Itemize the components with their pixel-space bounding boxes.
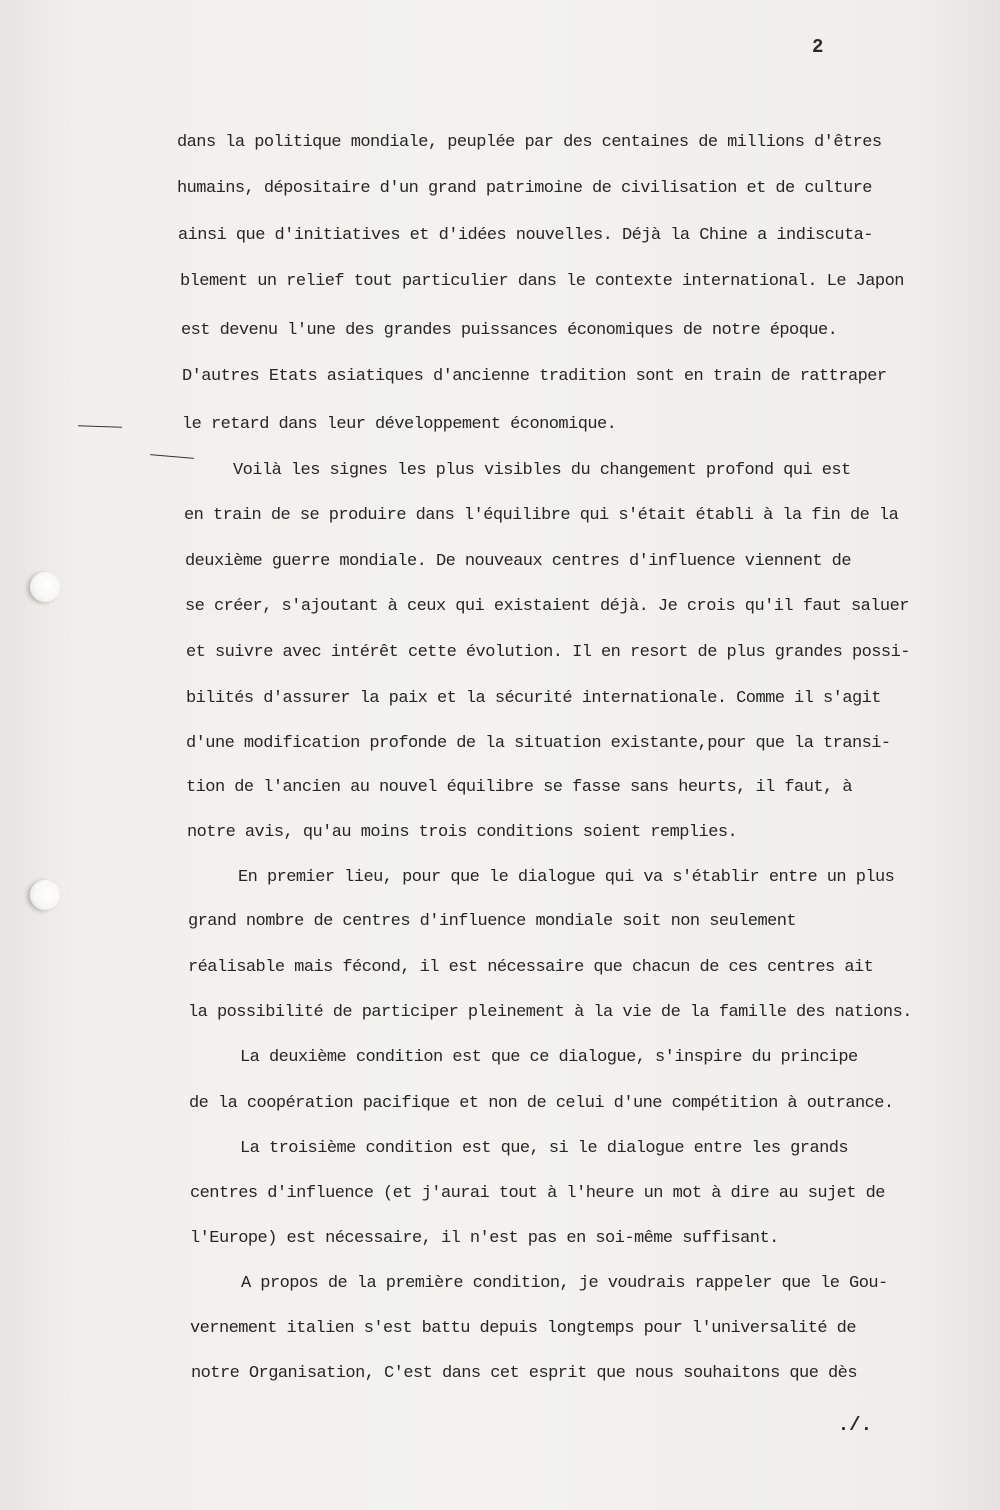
text-line: bilités d'assurer la paix et la sécurité internationale. Comme il s'agit xyxy=(186,689,881,708)
text-line: la possibilité de participer pleinement à la vie de la famille des nations. xyxy=(188,1003,912,1022)
text-line: de la coopération pacifique et non de celui d'une compétition à outrance. xyxy=(189,1094,894,1113)
text-line: centres d'influence (et j'aurai tout à l'heure un mot à dire au sujet de xyxy=(190,1184,885,1203)
text-line: le retard dans leur développement économique. xyxy=(182,415,617,434)
text-line: blement un relief tout particulier dans le contexte international. Le Japon xyxy=(180,272,904,291)
text-line: notre Organisation, C'est dans cet esprit que nous souhaitons que dès xyxy=(191,1364,857,1383)
page-number: 2 xyxy=(812,36,824,58)
text-line: En premier lieu, pour que le dialogue qui va s'établir entre un plus xyxy=(238,868,895,887)
text-line: tion de l'ancien au nouvel équilibre se fasse sans heurts, il faut, à xyxy=(186,778,852,797)
text-line: humains, dépositaire d'un grand patrimoine de civilisation et de culture xyxy=(177,179,872,198)
text-line: grand nombre de centres d'influence mondiale soit non seulement xyxy=(188,912,797,931)
text-line: A propos de la première condition, je voudrais rappeler que le Gou- xyxy=(241,1274,888,1293)
text-line: dans la politique mondiale, peuplée par des centaines de millions d'êtres xyxy=(177,133,882,152)
text-line: La deuxième condition est que ce dialogue, s'inspire du principe xyxy=(240,1048,858,1067)
punch-hole-lower xyxy=(30,880,60,910)
margin-pen-mark xyxy=(150,454,194,459)
text-line: La troisième condition est que, si le dialogue entre les grands xyxy=(240,1139,849,1158)
text-line: et suivre avec intérêt cette évolution. Il en resort de plus grandes possi- xyxy=(186,643,910,662)
text-line: réalisable mais fécond, il est nécessaire que chacun de ces centres ait xyxy=(188,958,874,977)
punch-hole-upper xyxy=(30,572,60,602)
continuation-mark: ./. xyxy=(837,1414,872,1436)
text-line: est devenu l'une des grandes puissances économiques de notre époque. xyxy=(181,321,838,340)
text-line: ainsi que d'initiatives et d'idées nouvelles. Déjà la Chine a indiscuta- xyxy=(178,226,873,245)
margin-pen-mark xyxy=(78,425,122,428)
text-line: notre avis, qu'au moins trois conditions soient remplies. xyxy=(187,823,738,842)
text-line: vernement italien s'est battu depuis longtemps pour l'universalité de xyxy=(190,1319,856,1338)
text-line: deuxième guerre mondiale. De nouveaux centres d'influence viennent de xyxy=(185,552,851,571)
text-line: d'une modification profonde de la situation existante,pour que la transi- xyxy=(186,734,891,753)
text-line: se créer, s'ajoutant à ceux qui existaient déjà. Je crois qu'il faut saluer xyxy=(185,597,909,616)
text-line: en train de se produire dans l'équilibre qui s'était établi à la fin de la xyxy=(184,506,899,525)
text-line: l'Europe) est nécessaire, il n'est pas en soi-même suffisant. xyxy=(190,1229,779,1248)
text-line: D'autres Etats asiatiques d'ancienne tradition sont en train de rattraper xyxy=(182,367,887,386)
text-line: Voilà les signes les plus visibles du changement profond qui est xyxy=(233,461,851,480)
